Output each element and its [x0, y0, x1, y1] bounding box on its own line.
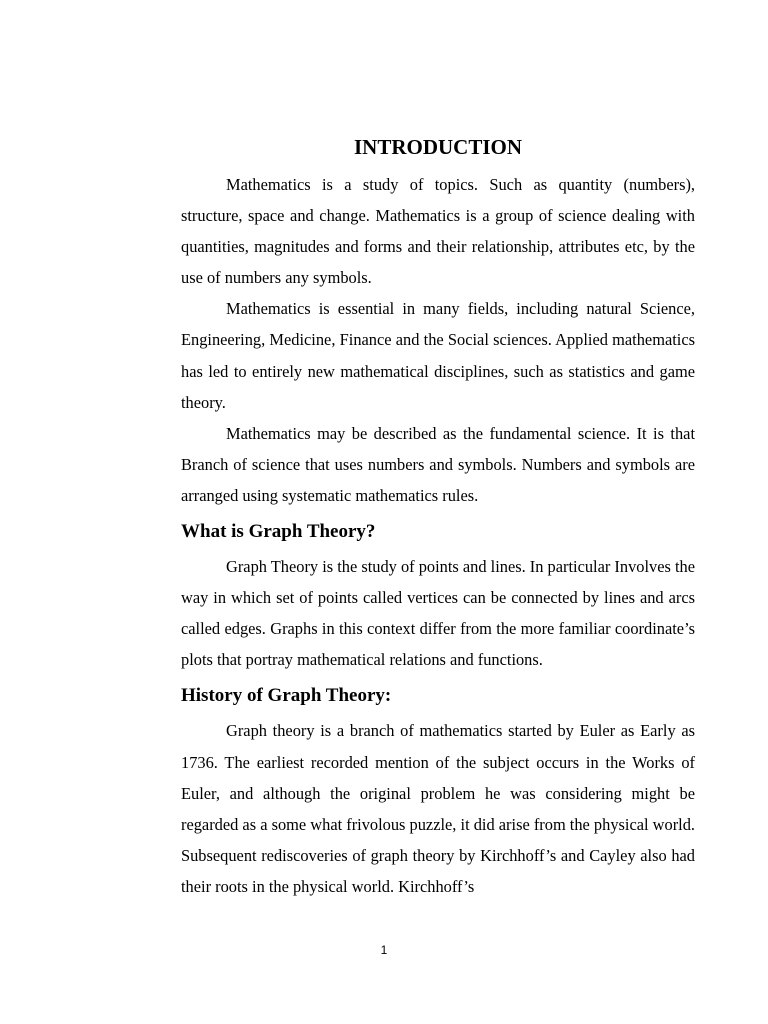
graph-theory-heading: What is Graph Theory? — [181, 521, 376, 543]
page-number: 1 — [380, 943, 388, 957]
graph-theory-paragraph: Graph Theory is the study of points and lines. In particular Involves the way in which set of points called vertices can be connected by lines and arcs called edges. Graphs in this context differ from the more familiar coordinate’s plots that portray mathematical relations and functions. — [181, 557, 696, 670]
history-heading: History of Graph Theory: — [181, 685, 392, 707]
page-content — [181, 132, 695, 902]
intro-paragraph-1: Mathematics is a study of topics. Such as quantity (numbers), structure, space and change. Mathematics is a group of science dealing with quantities, magnitudes and forms and their relationship, attributes etc, by the use of numbers any symbols. — [181, 175, 695, 288]
history-paragraph: Graph theory is a branch of mathematics started by Euler as Early as 1736. The earliest recorded mention of the subject occurs in the Works of Euler, and although the original problem he was considering might be regarded as a some what frivolous puzzle, it did arise from the physical world. Subsequent rediscoveries of graph theory by Kirchhoff’s and Cayley also had their roots in the physical world. Kirchhoff’s — [181, 721, 695, 896]
intro-paragraph-3: Mathematics may be described as the fundamental science. It is that Branch of science that uses numbers and symbols. Numbers and symbols are arranged using systematic mathematics rules. — [181, 423, 695, 505]
page-title: INTRODUCTION — [353, 135, 523, 159]
intro-paragraph-2: Mathematics is essential in many fields, including natural Science, Engineering, Medicine, Finance and the Social sciences. Applied mathematics has led to entirely new mathematical disciplines, such as statistics and game theory. — [181, 299, 695, 412]
